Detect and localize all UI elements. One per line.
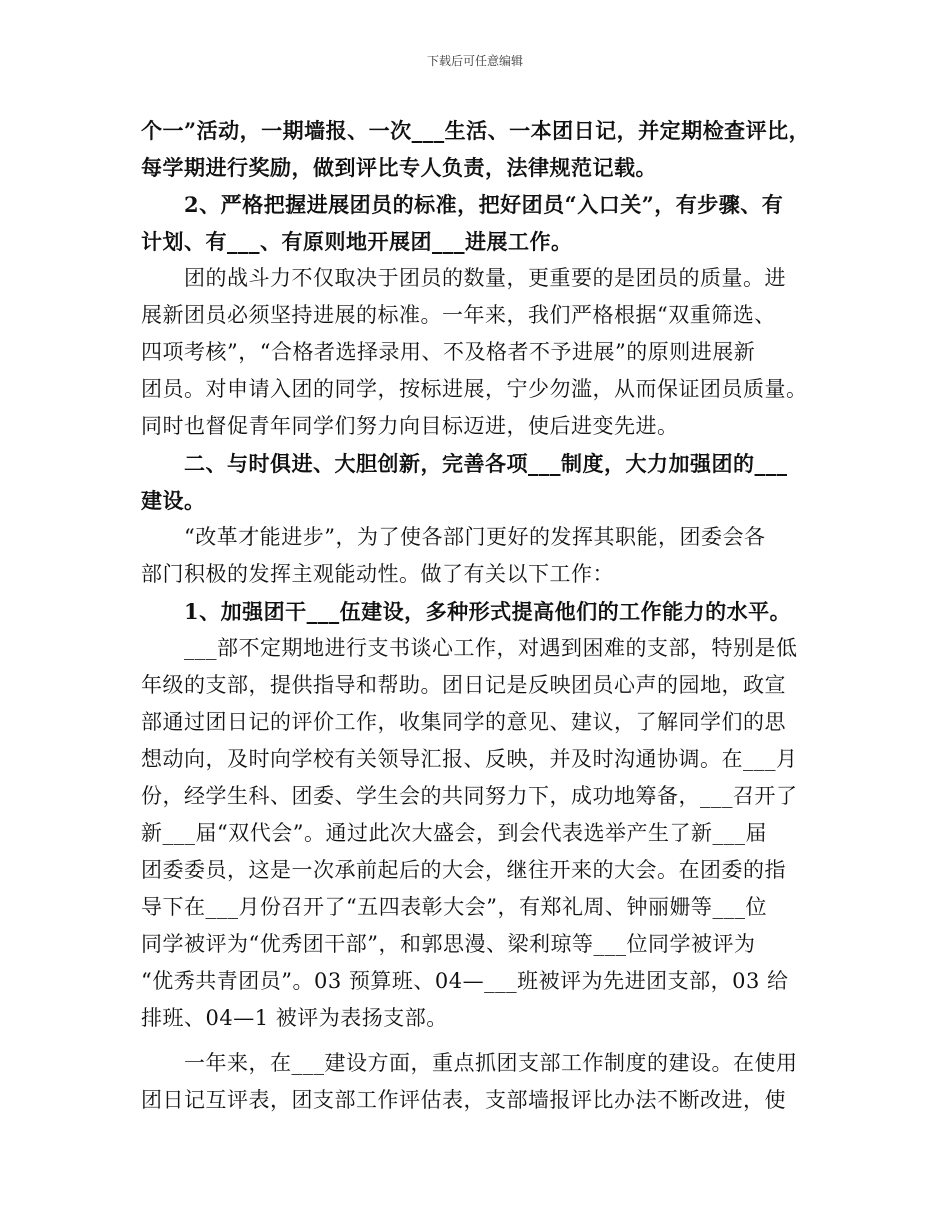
- text-line: 个一”活动，一期墙报、一次___生活、一本团日记，并定期检查评比，: [141, 118, 811, 143]
- text-line: ___部不定期地进行支书谈心工作，对遇到困难的支部，特别是低: [141, 636, 798, 660]
- text-line: 展新团员必须坚持进展的标准。一年来，我们严格根据“双重筛选、: [141, 303, 776, 327]
- text-line: 团的战斗力不仅取决于团员的数量，更重要的是团员的质量。进: [141, 266, 786, 290]
- text-line: 同学被评为“优秀团干部”，和郭思漫、梁利琼等___位同学被评为: [141, 932, 756, 956]
- section-heading: [141, 445, 813, 519]
- text-line: 部门积极的发挥主观能动性。做了有关以下工作：: [141, 562, 614, 586]
- text-line: 团员。对申请入团的同学，按标进展，宁少勿滥，从而保证团员质量。: [141, 377, 808, 401]
- document-body: [141, 112, 813, 1119]
- text-line: 一年来，在___建设方面，重点抓团支部工作制度的建设。在使用: [141, 1051, 798, 1075]
- subsection-heading: [141, 593, 813, 630]
- text-line: 每学期进行奖励，做到评比专人负责，法律规范记载。: [141, 155, 657, 180]
- text-line: “优秀共青团员”。03 预算班、04—___班被评为先进团支部，03 给: [141, 969, 789, 993]
- text-line: 导下在___月份召开了“五四表彰大会”，有郑礼周、钟丽姗等___位: [141, 895, 767, 919]
- text-line: 部通过团日记的评价工作，收集同学的意见、建议，了解同学们的思: [141, 710, 786, 734]
- paragraph-spacer: [141, 1037, 813, 1045]
- text-line: 同时也督促青年同学们努力向目标迈进，使后进变先进。: [141, 414, 679, 438]
- text-line: 2、严格把握进展团员的标准，把好团员“入口关”，有步骤、有: [141, 192, 784, 217]
- page-header: 下载后可任意编辑: [426, 54, 523, 68]
- paragraph: [141, 186, 813, 260]
- text-line: “改革才能进步”，为了使各部门更好的发挥其职能，团委会各: [141, 525, 766, 549]
- paragraph: [141, 112, 813, 186]
- paragraph: [141, 1045, 813, 1119]
- text-line: 1、加强团干___伍建设，多种形式提高他们的工作能力的水平。: [141, 599, 792, 624]
- text-line: 想动向，及时向学校有关领导汇报、反映，并及时沟通协调。在___月: [141, 747, 798, 771]
- text-line: 排班、04—1 被评为表扬支部。: [141, 1006, 448, 1030]
- text-line: 团日记互评表，团支部工作评估表，支部墙报评比办法不断改进，使: [141, 1088, 786, 1112]
- text-line: 新___届“双代会”。通过此次大盛会，到会代表选举产生了新___届: [141, 821, 767, 845]
- text-line: 团委委员，这是一次承前起后的大会，继往开来的大会。在团委的指: [141, 858, 786, 882]
- text-line: 计划、有___、有原则地开展团___进展工作。: [141, 229, 573, 254]
- paragraph: [141, 630, 813, 1037]
- text-line: 建设。: [141, 488, 206, 513]
- text-line: 年级的支部，提供指导和帮助。团日记是反映团员心声的园地，政宣: [141, 673, 786, 697]
- text-line: 份，经学生科、团委、学生会的共同努力下，成功地筹备，___召开了: [141, 784, 798, 808]
- paragraph: [141, 519, 813, 593]
- text-line: 四项考核”，“合格者选择录用、不及格者不予进展”的原则进展新: [141, 340, 756, 364]
- paragraph: [141, 260, 813, 445]
- text-line: 二、与时俱进、大胆创新，完善各项___制度，大力加强团的___: [141, 451, 788, 476]
